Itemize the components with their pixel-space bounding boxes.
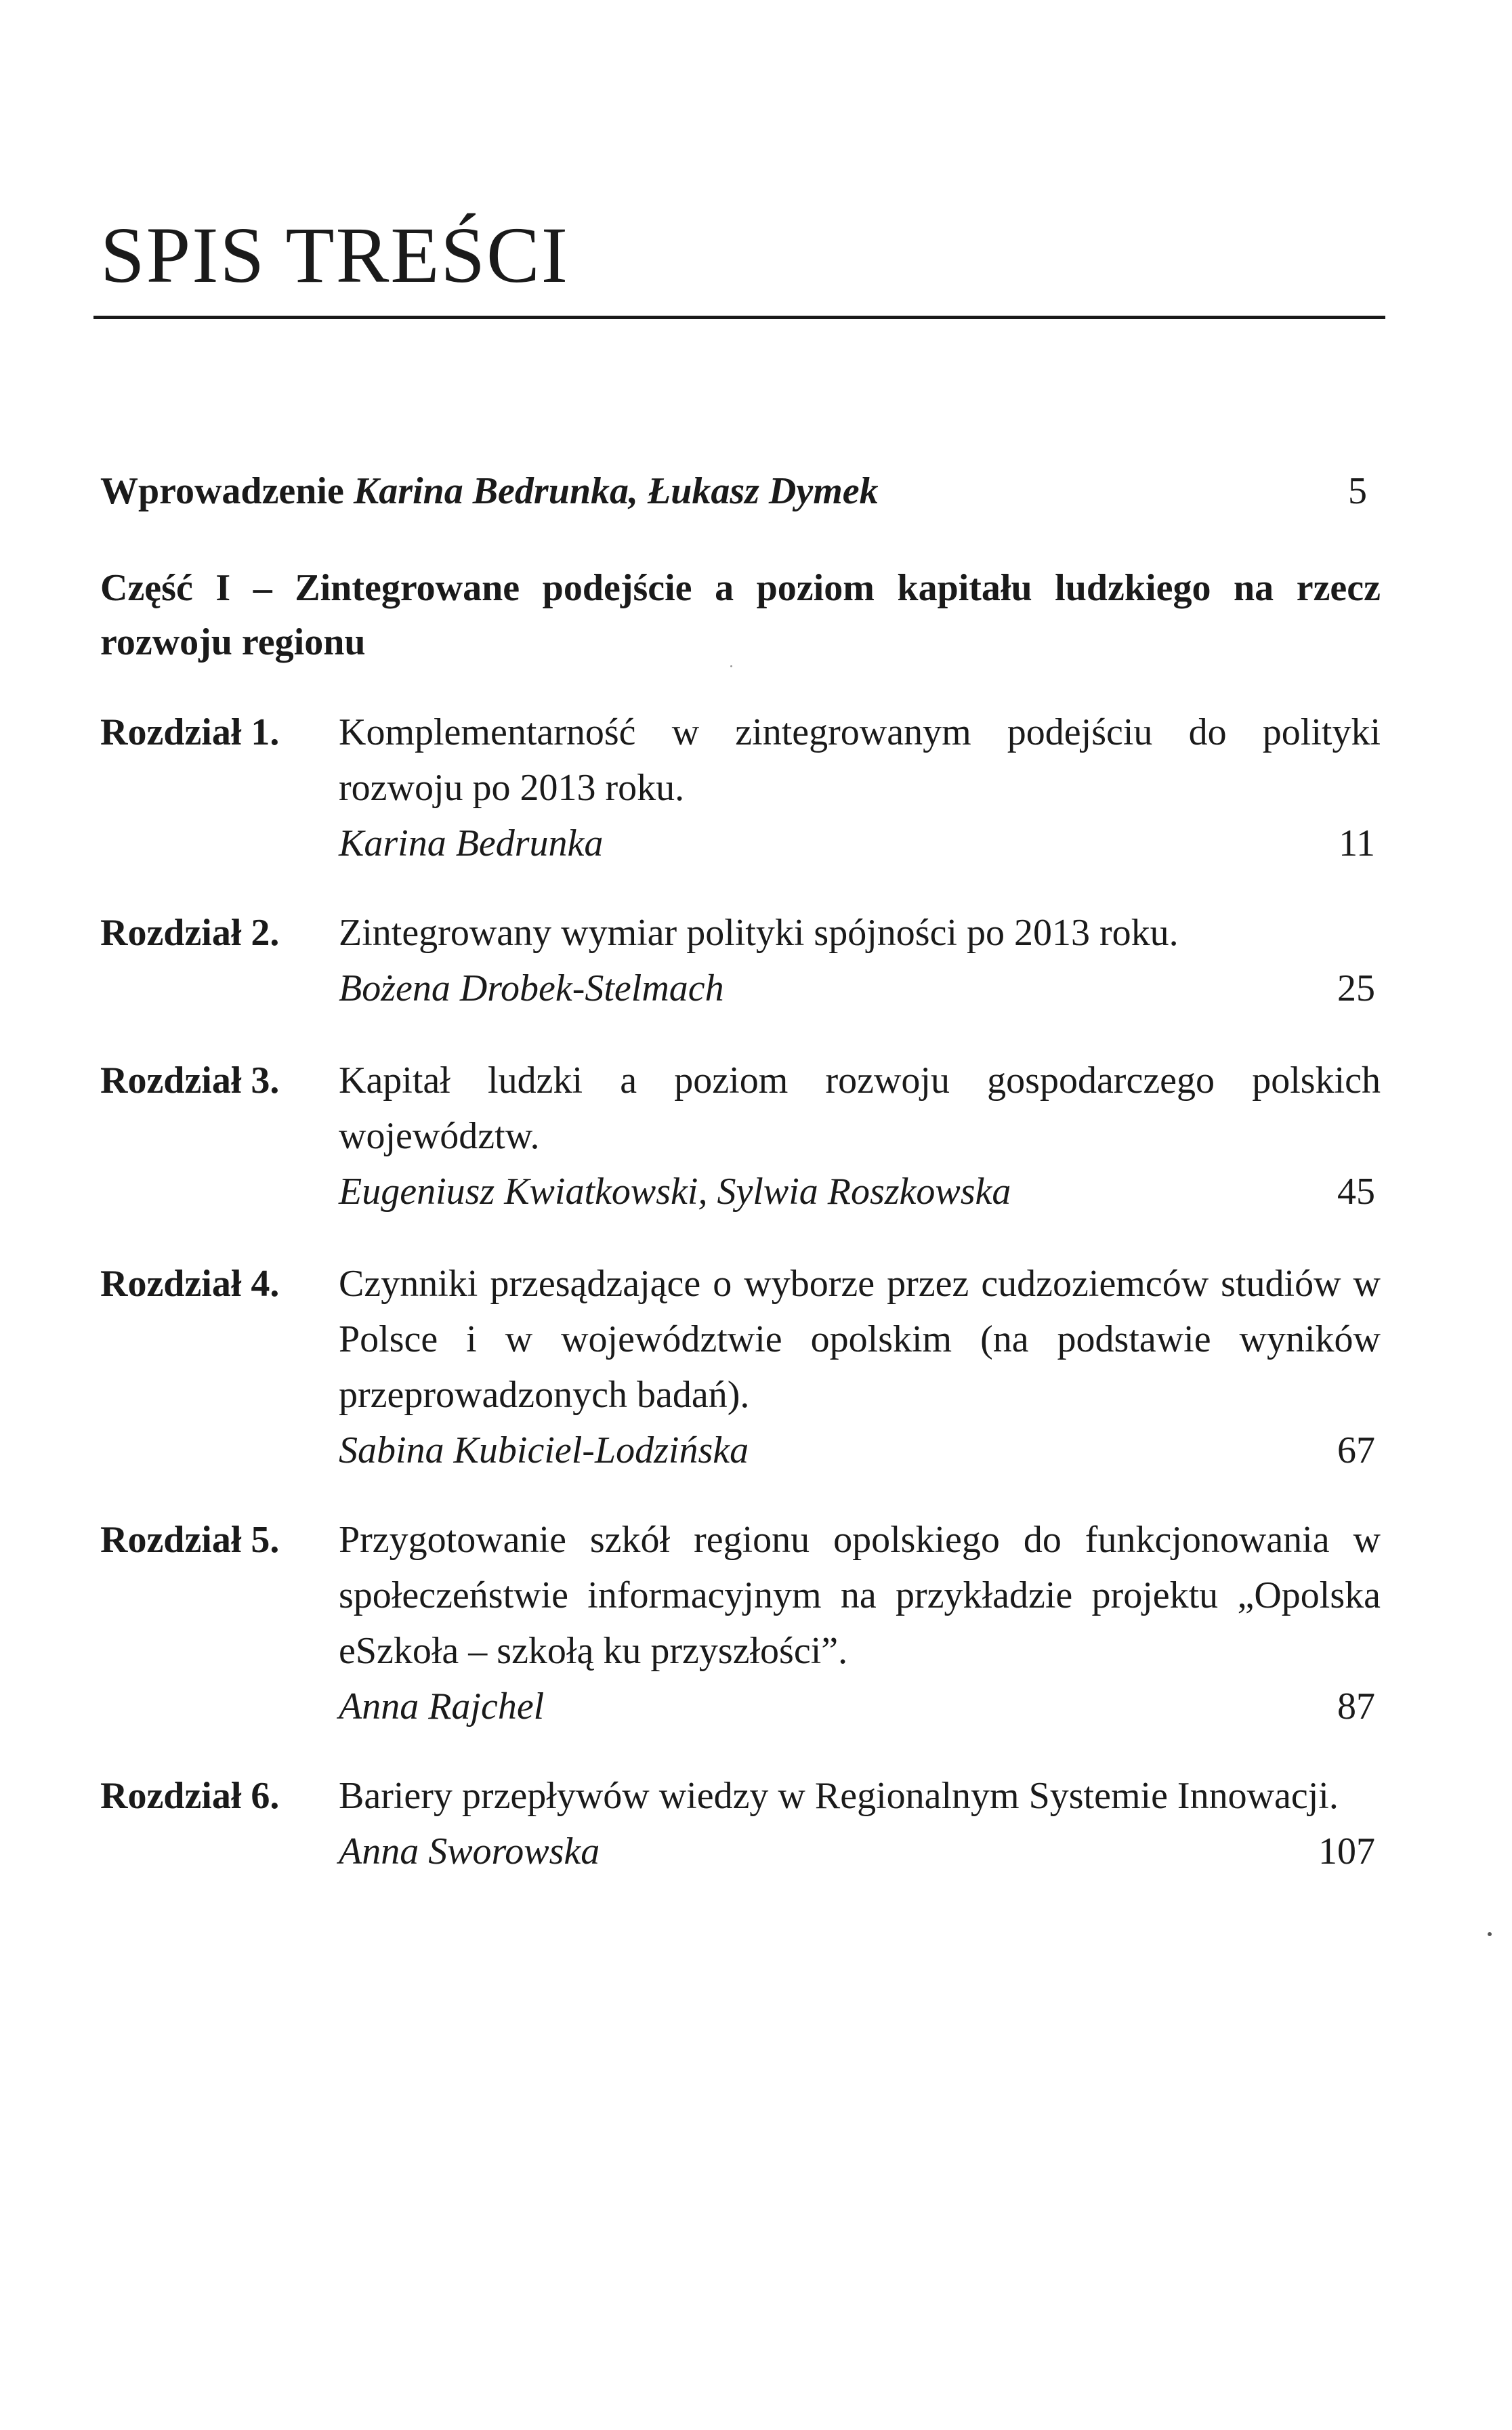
intro-page-number: 5 <box>1348 470 1367 512</box>
chapter-label: Rozdział 5. <box>100 1519 280 1561</box>
chapter-label: Rozdział 1. <box>100 711 280 753</box>
chapter-label: Rozdział 4. <box>100 1263 280 1305</box>
chapter-label: Rozdział 2. <box>100 912 280 954</box>
chapter-label: Rozdział 6. <box>100 1775 280 1817</box>
page-title: SPIS TREŚCI <box>100 211 570 299</box>
part-heading: Część I – Zintegrowane podejście a poziom kapitału ludzkiego na rzecz rozwoju regionu <box>100 567 1381 663</box>
chapter-page-number: 11 <box>1339 822 1375 864</box>
chapter-page-number: 45 <box>1337 1171 1375 1213</box>
chapter-page-number: 25 <box>1337 967 1375 1009</box>
chapter-title: Czynniki przesądzające o wyborze przez cudzoziemców studiów w Polsce i w województwie opolskim (na podstawie wyników przeprowadzonych badań). <box>339 1263 1381 1416</box>
chapter-author: Bożena Drobek-Stelmach <box>339 967 724 1009</box>
chapter-title: Zintegrowany wymiar polityki spójności po 2013 roku. <box>339 912 1179 954</box>
chapter-author: Karina Bedrunka <box>339 822 604 864</box>
intro-authors: Karina Bedrunka, Łukasz Dymek <box>353 470 879 512</box>
chapter-label: Rozdział 3. <box>100 1060 280 1102</box>
title-rule <box>93 316 1385 319</box>
intro-label: Wprowadzenie <box>100 470 344 512</box>
chapter-author: Anna Rajchel <box>339 1685 545 1727</box>
toc-entry-intro <box>100 466 1367 516</box>
chapter-title: Komplementarność w zintegrowanym podejściu do polityki rozwoju po 2013 roku. <box>339 711 1381 809</box>
chapter-title: Bariery przepływów wiedzy w Regionalnym Systemie Innowacji. <box>339 1775 1339 1817</box>
chapter-title: Przygotowanie szkół regionu opolskiego do funkcjonowania w społeczeństwie informacyjnym na przykładzie projektu „Opolska eSzkoła – szkołą ku przyszłości”. <box>339 1519 1381 1672</box>
chapter-author: Sabina Kubiciel-Lodzińska <box>339 1429 749 1471</box>
scan-speck <box>1488 1932 1492 1936</box>
chapter-author: Anna Sworowska <box>339 1830 600 1872</box>
chapter-page-number: 87 <box>1337 1685 1375 1727</box>
chapter-page-number: 107 <box>1318 1830 1375 1872</box>
chapter-author: Eugeniusz Kwiatkowski, Sylwia Roszkowska <box>339 1171 1011 1213</box>
scan-speck <box>730 665 732 667</box>
chapter-title: Kapitał ludzki a poziom rozwoju gospodarczego polskich województw. <box>339 1060 1381 1157</box>
chapter-page-number: 67 <box>1337 1429 1375 1471</box>
